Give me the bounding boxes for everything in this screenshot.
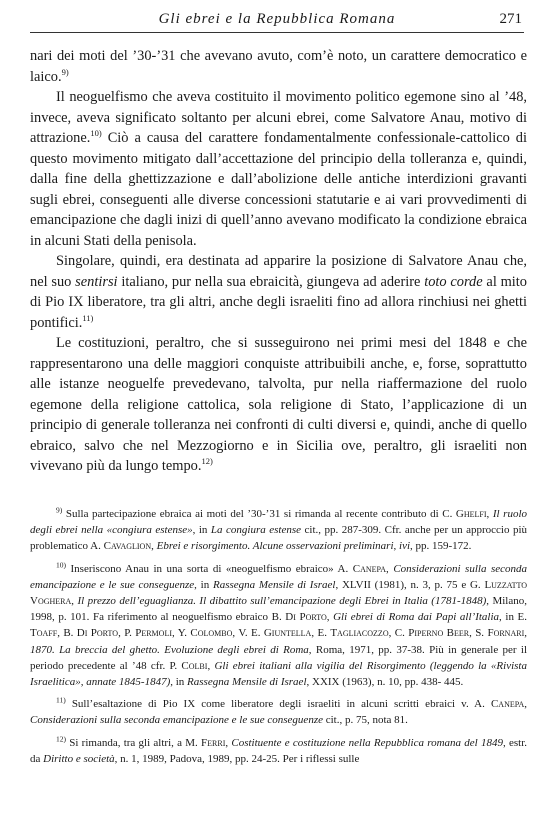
footnote-reference: 10) bbox=[90, 128, 102, 139]
text-run: cit., pp. 287-309. Cfr. anche per un approccio più problematico A. bbox=[30, 524, 527, 553]
author-name: Canepa bbox=[490, 698, 525, 711]
italic-text: Gli ebrei italiani alla vigilia del Risorgimento (leggendo la «Rivista Israelitica», annate 1845-1847) bbox=[30, 659, 527, 689]
text-run: , XXIX (1963), n. 10, pp. 438- 445. bbox=[306, 676, 464, 689]
footnote-reference: 11) bbox=[82, 312, 94, 323]
author-name: Permoli bbox=[135, 627, 173, 640]
footnote bbox=[30, 735, 527, 767]
italic-text: Gli ebrei di Roma dai Papi all’Italia bbox=[333, 611, 500, 624]
paragraph bbox=[30, 251, 527, 333]
author-name: Di Porto bbox=[76, 627, 119, 640]
text-run: nari dei moti del ’30-’31 che avevano avuto, com’è noto, un carattere democratico e laico. bbox=[30, 48, 527, 85]
author-name: Colbi bbox=[181, 659, 208, 672]
italic-text: La congiura estense bbox=[210, 524, 302, 537]
footnote bbox=[30, 506, 527, 555]
author-name: Canepa bbox=[352, 562, 387, 575]
text-run: Ciò a causa del carattere fondamentalmente confessionale-cattolico di questo movimento mitigato dall’accettazione del principio della tolleranza e, quindi, dalla fine della ghettizzazione e dall’abolizione delle antiche interdizioni gravanti sugli ebrei, conseguenti alle diverse concessioni statutarie e ai vari provvedimenti di emancipazione che dagli inizi di quell’anno avevano modificato la condizione ebraica in alcuni Stati della penisola. bbox=[30, 130, 527, 249]
text-run: , bbox=[524, 627, 527, 640]
footnote-marker: 12) bbox=[56, 733, 66, 743]
italic-text: Rassegna Mensile di Israel bbox=[187, 676, 307, 689]
italic-text: Ebrei e risorgimento. Alcune osservazioni preliminari bbox=[156, 540, 394, 553]
text-run: italiano, pur nella sua ebraicità, giungeva ad aderire bbox=[117, 273, 425, 290]
running-header bbox=[30, 6, 524, 33]
italic-text: Considerazioni sulla seconda emancipazione e le sue conseguenze bbox=[30, 562, 528, 591]
paragraph bbox=[30, 46, 527, 87]
italic-text: Il ruolo degli ebrei nella «congiura estense» bbox=[30, 508, 528, 537]
author-name: Colombo bbox=[190, 627, 233, 640]
italic-text: Diritto e società bbox=[43, 752, 115, 765]
author-name: Tagliacozzo bbox=[330, 627, 389, 640]
text-run: , n. 1, 1989, Padova, 1989, pp. 24-25. Per i riflessi sulle bbox=[114, 752, 360, 765]
text-run: , in bbox=[192, 524, 211, 537]
text-run: , bbox=[393, 540, 400, 553]
text-run: , bbox=[207, 659, 215, 672]
paragraph bbox=[30, 333, 527, 477]
text-run: cit., p. 75, nota 81. bbox=[322, 714, 408, 727]
page-number: 271 bbox=[499, 11, 522, 27]
text-run: , bbox=[151, 540, 157, 553]
italic-text: Rassegna Mensile di Israel bbox=[212, 578, 336, 591]
text-run: , Y. bbox=[172, 627, 191, 640]
text-run: Il neoguelfismo che aveva costituito il movimento politico egemone sino al ’48, invece, aveva significato soltanto per alcuni ebrei, come Salvatore Anau, motivo di attrazione. bbox=[30, 89, 527, 146]
author-name: Luzzatto Voghera bbox=[30, 578, 528, 608]
footnote-marker: 11) bbox=[56, 695, 66, 705]
text-run: , E. bbox=[311, 627, 331, 640]
author-name: Di Porto bbox=[285, 611, 327, 624]
text-run: Si rimanda, tra gli altri, a M. bbox=[69, 736, 202, 749]
text-run: , in bbox=[194, 578, 213, 591]
footnote-marker: 10) bbox=[56, 559, 66, 569]
text-run: , bbox=[326, 611, 334, 624]
text-run: , V. E. bbox=[232, 627, 264, 640]
italic-text: toto corde bbox=[424, 273, 483, 290]
text-run: , bbox=[386, 562, 394, 575]
text-run: , in bbox=[170, 676, 188, 689]
author-name: Toaff bbox=[30, 627, 58, 640]
text-run: , pp. 159-172. bbox=[410, 540, 472, 553]
footnote-marker: 9) bbox=[56, 505, 63, 515]
text-run: , bbox=[71, 595, 78, 608]
text-run: , XLVII (1981), n. 3, p. 75 e G. bbox=[335, 578, 485, 591]
footnote-reference: 9) bbox=[61, 66, 69, 77]
author-name: Piperno Beer bbox=[408, 627, 470, 640]
author-name: Ghelfi bbox=[455, 508, 487, 520]
footnote bbox=[30, 561, 527, 691]
text-run: , bbox=[524, 698, 527, 711]
footnotes bbox=[30, 506, 527, 773]
italic-text: ivi bbox=[399, 540, 411, 553]
italic-text: Il prezzo dell’eguaglianza. Il dibattito sull’emancipazione degli Ebrei in Italia (1781-1848) bbox=[77, 595, 487, 608]
italic-text: 1870. La breccia del ghetto. Evoluzione degli ebrei di Roma bbox=[30, 643, 309, 656]
author-name: Ferri bbox=[201, 736, 226, 749]
text-run: , S. bbox=[469, 627, 488, 640]
text-run: , C. bbox=[388, 627, 409, 640]
text-run: Inseriscono Anau in una sorta di «neoguelfismo ebraico» A. bbox=[70, 562, 353, 575]
text-run: , in E. bbox=[499, 611, 527, 624]
text-run: Singolare, quindi, era destinata ad apparire la posizione di Salvatore Anau che, nel suo bbox=[30, 253, 527, 290]
italic-text: Considerazioni sulla seconda emancipazione e le sue conseguenze bbox=[30, 714, 323, 727]
paragraph bbox=[30, 87, 527, 251]
author-name: Fornari bbox=[487, 627, 525, 640]
text-run: Le costituzioni, peraltro, che si susseguirono nei primi mesi del 1848 e che rappresentarono una delle maggiori conquiste attribuibili anche, e, forse, soprattutto alle istanze neoguelfe prevedevano, talvolta, pur nella riaffermazione del ruolo egemone della religione cattolica, sola religione di Stato, l’applicazione di un principio di generale tolleranza nei confronti di culti diversi e, quindi, anche di quello ebraico, salvo che nel Mezzogiorno e in Sicilia ove, peraltro, gli israeliti non vivevano più da lungo tempo. bbox=[30, 335, 527, 474]
text-run: , P. bbox=[118, 627, 136, 640]
text-run: Sulla partecipazione ebraica ai moti del ’30-’31 si rimanda al recente contributo di C. bbox=[65, 508, 456, 520]
text-run: , B. bbox=[57, 627, 77, 640]
text-run: , Milano, 1998, p. 101. Fa riferimento al neoguelfismo ebraico B. bbox=[30, 595, 527, 624]
author-name: Giuntella bbox=[263, 627, 312, 640]
text-run: , bbox=[225, 736, 232, 749]
author-name: Cavaglion bbox=[103, 540, 152, 553]
footnote-reference: 12) bbox=[201, 456, 213, 467]
text-run: , bbox=[486, 508, 493, 520]
text-run: , estr. da bbox=[30, 736, 528, 765]
running-title: Gli ebrei e la Repubblica Romana bbox=[158, 11, 396, 27]
italic-text: Costituente e costituzione nella Repubblica romana del 1849 bbox=[231, 736, 503, 749]
footnote bbox=[30, 696, 527, 728]
italic-text: sentirsi bbox=[75, 273, 118, 290]
text-run: al mito di Pio IX liberatore, tra gli altri, anche degli israeliti fino ad allora rinchiusi nei ghetti pontifici. bbox=[30, 273, 528, 331]
main-text bbox=[30, 46, 527, 477]
text-run: , Roma, 1971, pp. 37-38. Più in generale per il periodo precedente al ’48 cfr. P. bbox=[30, 643, 527, 672]
text-run: Sull’esaltazione di Pio IX come liberatore degli israeliti in alcuni scritti ebraici v. A. bbox=[71, 698, 491, 711]
